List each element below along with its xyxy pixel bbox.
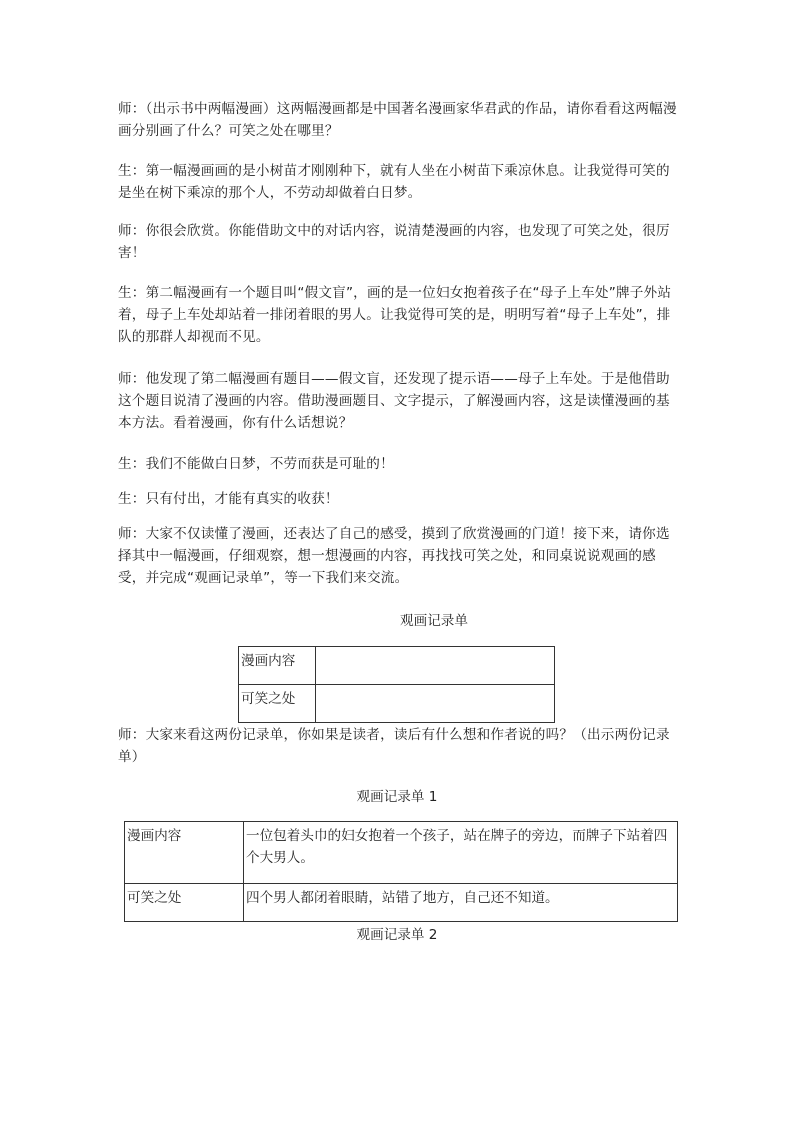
paragraph-teacher-praise: 师：你很会欣赏。你能借助文中的对话内容，说清楚漫画的内容，也发现了可笑之处，很厉害！ xyxy=(118,223,670,261)
table-cell-value xyxy=(316,647,555,685)
paragraph-student-answer-2: 生：第二幅漫画有一个题目叫“假文盲”，画的是一位妇女抱着孩子在“母子上车处”牌子外站着，母子上车处却站着一排闭着眼的男人。让我觉得可笑的是，明明写着“母子上车处”，排队的那群人却视而不见。 xyxy=(118,285,672,345)
record-table-1 xyxy=(124,821,678,922)
table-cell-label: 可笑之处 xyxy=(125,884,244,922)
table-cell-label: 可笑之处 xyxy=(239,685,316,723)
record-table-blank xyxy=(238,646,555,723)
paragraph-teacher-intro: 师：（出示书中两幅漫画）这两幅漫画都是中国著名漫画家华君武的作品，请你看看这两幅漫画分别画了什么？可笑之处在哪里？ xyxy=(118,101,677,139)
paragraph-teacher-question: 师：大家来看这两份记录单，你如果是读者，读后有什么想和作者说的吗？（出示两份记录单） xyxy=(118,727,670,765)
table-cell-value xyxy=(316,685,555,723)
table-title-record: 观画记录单 xyxy=(400,613,468,629)
table-cell-label: 漫画内容 xyxy=(125,822,244,884)
table-title-record-1: 观画记录单 1 xyxy=(356,789,438,805)
table-cell-value: 四个男人都闭着眼睛，站错了地方，自己还不知道。 xyxy=(244,884,678,922)
paragraph-student-answer-3: 生：我们不能做白日梦，不劳而获是可耻的！ xyxy=(118,456,394,472)
table-cell-label: 漫画内容 xyxy=(239,647,316,685)
paragraph-student-answer-1: 生：第一幅漫画画的是小树苗才刚刚种下，就有人坐在小树苗下乘凉休息。让我觉得可笑的是坐在树下乘凉的那个人，不劳动却做着白日梦。 xyxy=(118,163,670,201)
paragraph-teacher-method: 师：他发现了第二幅漫画有题目——假文盲，还发现了提示语——母子上车处。于是他借助这个题目说清了漫画的内容。借助漫画题目、文字提示，了解漫画内容，这是读懂漫画的基本方法。看着漫画，你有什么话想说？ xyxy=(118,371,670,431)
table-cell-value: 一位包着头巾的妇女抱着一个孩子，站在牌子的旁边，而牌子下站着四个大男人。 xyxy=(244,822,678,884)
table-title-record-2: 观画记录单 2 xyxy=(356,927,438,943)
paragraph-teacher-task: 师：大家不仅读懂了漫画，还表达了自己的感受，摸到了欣赏漫画的门道！接下来，请你选择其中一幅漫画，仔细观察，想一想漫画的内容，再找找可笑之处，和同桌说说观画的感受，并完成“观画记录单”，等一下我们来交流。 xyxy=(118,526,670,586)
paragraph-student-answer-4: 生：只有付出，才能有真实的收获！ xyxy=(118,491,339,507)
